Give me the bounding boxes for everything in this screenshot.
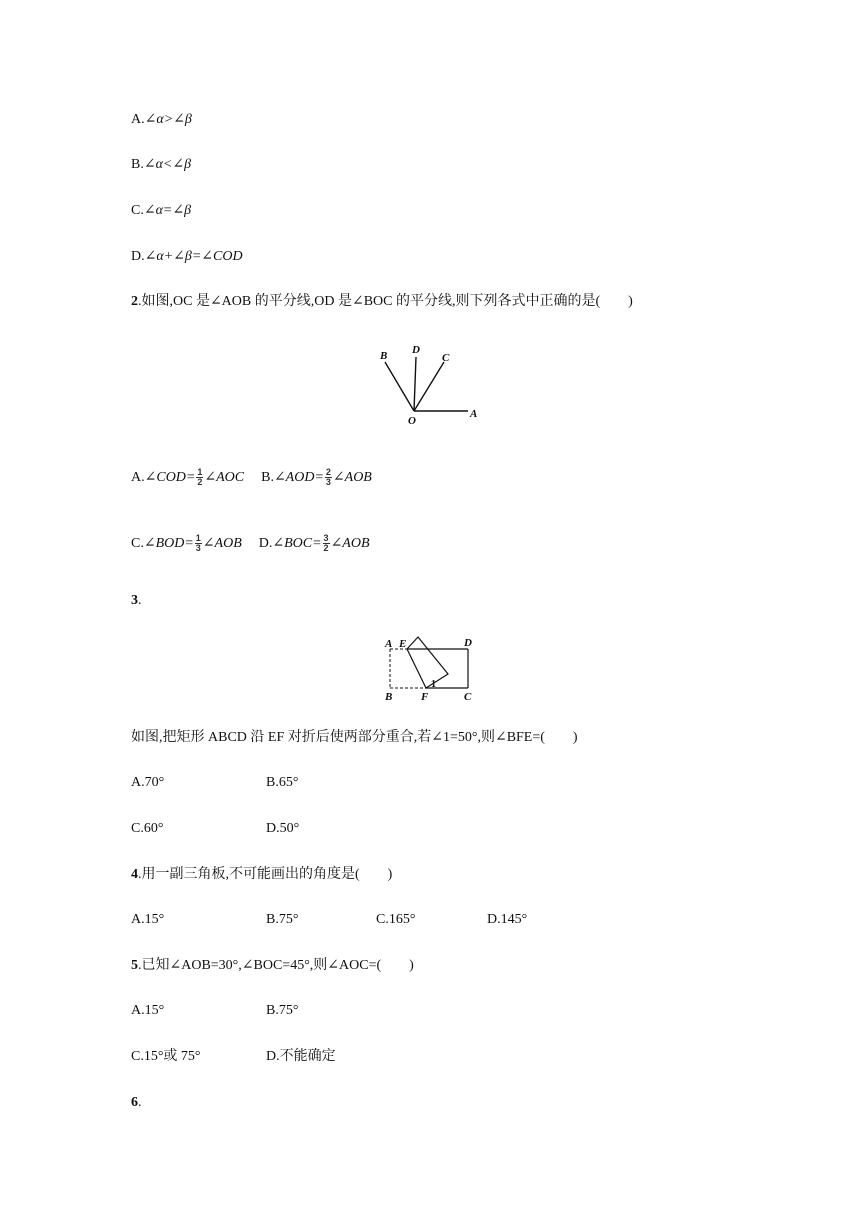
fraction: $\frac{1}{2}$ bbox=[197, 467, 203, 487]
q5-stem: 5.已知∠AOB=30°,∠BOC=45°,则∠AOC=( ) bbox=[131, 958, 414, 973]
q2-option-c: C.∠BOD= $\frac{1}{3}$ ∠AOB bbox=[131, 533, 242, 553]
q2-stem: 2.如图,OC 是∠AOB 的平分线,OD 是∠BOC 的平分线,则下列各式中正确的是( ) bbox=[131, 294, 633, 309]
q5-option-d: D.不能确定 bbox=[266, 1049, 336, 1064]
fraction: $\frac{1}{3}$ bbox=[195, 533, 201, 553]
label-f: F bbox=[421, 691, 429, 703]
q1-option-d: D.∠α+∠β=∠COD bbox=[131, 249, 243, 264]
q4-option-a: A.15° bbox=[131, 912, 165, 927]
fraction: $\frac{2}{3}$ bbox=[325, 467, 331, 487]
q3-stem: 如图,把矩形 ABCD 沿 EF 对折后使两部分重合,若∠1=50°,则∠BFE=( ) bbox=[131, 730, 578, 745]
q2-angle-figure bbox=[370, 340, 490, 430]
q2-option-b: B.∠AOD= $\frac{2}{3}$ ∠AOB bbox=[261, 467, 372, 487]
label-c: C bbox=[442, 352, 450, 364]
q5-option-c: C.15°或 75° bbox=[131, 1049, 201, 1064]
q3-option-b: B.65° bbox=[266, 775, 299, 790]
label-angle-1: 1 bbox=[431, 679, 436, 690]
label-o: O bbox=[408, 415, 416, 427]
q3-number: 3. bbox=[131, 593, 142, 608]
q3-option-c: C.60° bbox=[131, 821, 164, 836]
label-d: D bbox=[412, 344, 420, 356]
q1-option-c: C.∠α=∠β bbox=[131, 203, 192, 218]
q4-option-c: C.165° bbox=[376, 912, 416, 927]
label-c: C bbox=[464, 691, 472, 703]
label-a: A bbox=[385, 638, 393, 650]
q6-number: 6. bbox=[131, 1095, 142, 1110]
fraction: $\frac{3}{2}$ bbox=[323, 533, 329, 553]
q2-options-row-2 bbox=[131, 534, 370, 553]
q4-stem: 4.用一副三角板,不可能画出的角度是( ) bbox=[131, 867, 393, 882]
q3-rectangle-figure bbox=[380, 633, 480, 705]
q4-option-d: D.145° bbox=[487, 912, 528, 927]
label-d: D bbox=[464, 637, 472, 649]
q5-option-b: B.75° bbox=[266, 1003, 299, 1018]
label-b: B bbox=[385, 691, 393, 703]
label-a: A bbox=[470, 408, 478, 420]
q2-option-a: A.∠COD= $\frac{1}{2}$ ∠AOC bbox=[131, 467, 245, 487]
q4-option-b: B.75° bbox=[266, 912, 299, 927]
label-b: B bbox=[380, 350, 388, 362]
q5-option-a: A.15° bbox=[131, 1003, 165, 1018]
q2-options-row-1 bbox=[131, 468, 372, 487]
q1-option-a: A.∠α>∠β bbox=[131, 112, 192, 127]
q3-option-d: D.50° bbox=[266, 821, 300, 836]
q3-option-a: A.70° bbox=[131, 775, 165, 790]
label-e: E bbox=[399, 638, 407, 650]
q1-option-b: B.∠α<∠β bbox=[131, 157, 192, 172]
q2-option-d: D.∠BOC= $\frac{3}{2}$ ∠AOB bbox=[258, 533, 370, 553]
